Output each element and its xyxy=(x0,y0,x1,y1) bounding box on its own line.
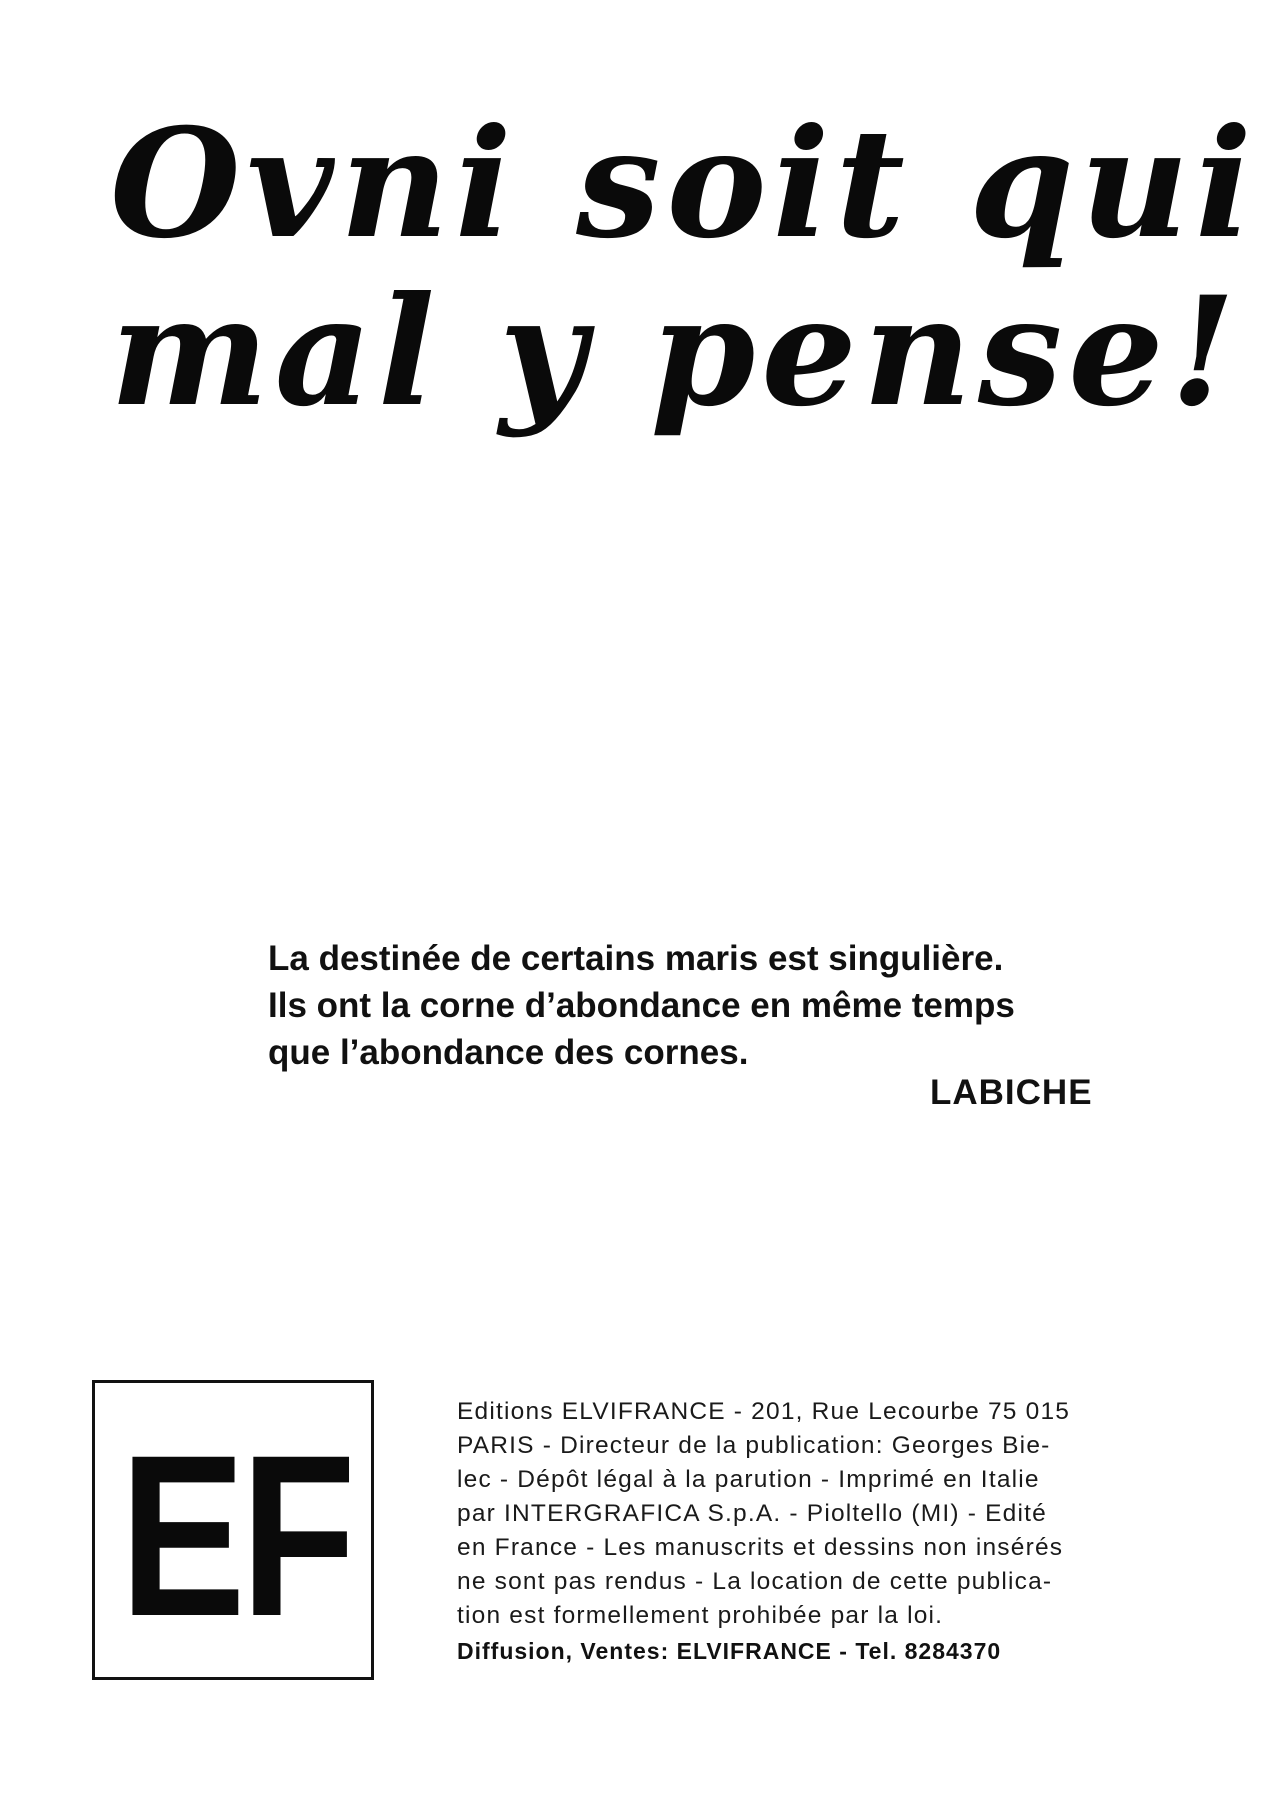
title-line-2: mal y pense! xyxy=(110,264,1242,440)
quote-line-2: Ils ont la corne d’abondance en même temps xyxy=(268,986,1015,1025)
quote-line-3: que l’abondance des cornes. xyxy=(268,1033,749,1072)
page-title xyxy=(110,96,1258,440)
imprint-line-5: en France - Les manuscrits et dessins non insérés xyxy=(457,1534,1064,1561)
quote-author: LABICHE xyxy=(930,1073,1093,1112)
imprint-line-7: tion est formellement prohibée par la loi. xyxy=(457,1602,944,1629)
imprint-line-6: ne sont pas rendus - La location de cette publica- xyxy=(457,1568,1053,1595)
diffusion-contact: Diffusion, Ventes: ELVIFRANCE - Tel. 8284370 xyxy=(457,1638,1002,1664)
epigraph-quote xyxy=(268,935,1208,1076)
imprint-line-1: Editions ELVIFRANCE - 201, Rue Lecourbe 75 015 xyxy=(457,1398,1071,1425)
publisher-logo-text: EF xyxy=(119,1407,352,1664)
quote-line-1: La destinée de certains maris est singulière. xyxy=(268,939,1004,978)
imprint-line-2: PARIS - Directeur de la publication: Georges Bie- xyxy=(457,1432,1051,1459)
publisher-logo xyxy=(92,1380,374,1680)
imprint-line-3: lec - Dépôt légal à la parution - Imprimé en Italie xyxy=(457,1466,1040,1493)
title-line-1: Ovni soit qui xyxy=(110,96,1258,272)
imprint-line-4: par INTERGRAFICA S.p.A. - Pioltello (MI) - Edité xyxy=(457,1500,1047,1527)
publisher-imprint xyxy=(457,1395,1197,1633)
